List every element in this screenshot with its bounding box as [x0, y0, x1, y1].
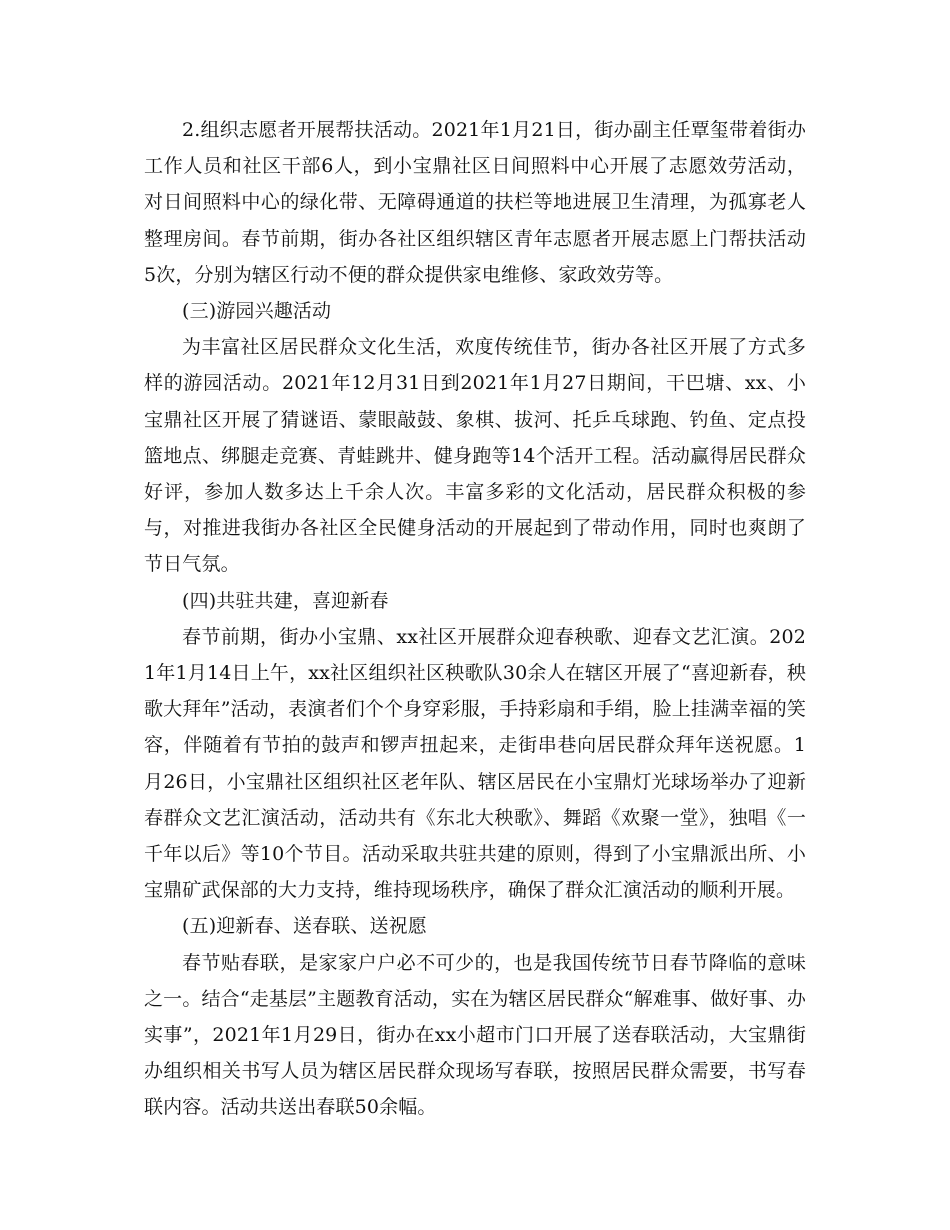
paragraph-garden-activities: 为丰富社区居民群众文化生活，欢度传统佳节，街办各社区开展了方式多样的游园活动。2021年12月31日到2021年1月27日期间，干巴塘、xx、小宝鼎社区开展了猜谜语、蒙眼敲鼓、象棋、拔河、托乒乓球跑、钓鱼、定点投篮地点、绑腿走竞赛、青蛙跳井、健身跑等14个活开工程。活动赢得居民群众好评，参加人数多达上千余人次。丰富多彩的文化活动，居民群众积极的参与，对推进我街办各社区全民健身活动的开展起到了带动作用，同时也爽朗了节日气氛。	[144, 336, 806, 576]
section-heading-spring-couplets: (五)迎新春、送春联、送祝愿	[182, 915, 427, 938]
paragraph-co-building: 春节前期，街办小宝鼎、xx社区开展群众迎春秧歌、迎春文艺汇演。2021年1月14日上午，xx社区组织社区秧歌队30余人在辖区开展了“喜迎新春，秧歌大拜年”活动，表演者们个个身穿彩服，手持彩扇和手绢，脸上挂满幸福的笑容，伴随着有节拍的鼓声和锣声扭起来，走街串巷向居民群众拜年送祝愿。1月26日，小宝鼎社区组织社区老年队、辖区居民在小宝鼎灯光球场举办了迎新春群众文艺汇演活动，活动共有《东北大秧歌》、舞蹈《欢聚一堂》，独唱《一千年以后》等10个节目。活动采取共驻共建的原则，得到了小宝鼎派出所、小宝鼎矿武保部的大力支持，维持现场秩序，确保了群众汇演活动的顺利开展。	[144, 625, 806, 902]
paragraph-volunteer-assistance: 2.组织志愿者开展帮扶活动。2021年1月21日，街办副主任覃玺带着街办工作人员和社区干部6人，到小宝鼎社区日间照料中心开展了志愿效劳活动，对日间照料中心的绿化带、无障碍通道的扶栏等地进展卫生清理，为孤寡老人整理房间。春节前期，街办各社区组织辖区青年志愿者开展志愿上门帮扶活动5次，分别为辖区行动不便的群众提供家电维修、家政效劳等。	[144, 119, 806, 286]
paragraph-spring-couplets: 春节贴春联，是家家户户必不可少的，也是我国传统节日春节降临的意味之一。结合“走基层”主题教育活动，实在为辖区居民群众“解难事、做好事、办实事”，2021年1月29日，街办在xx小超市门口开展了送春联活动，大宝鼎街办组织相关书写人员为辖区居民群众现场写春联，按照居民群众需要，书写春联内容。活动共送出春联50余幅。	[144, 951, 806, 1119]
section-heading-garden-activities: (三)游园兴趣活动	[182, 300, 332, 323]
section-heading-co-building: (四)共驻共建，喜迎新春	[182, 589, 389, 612]
document-body	[144, 112, 806, 1126]
